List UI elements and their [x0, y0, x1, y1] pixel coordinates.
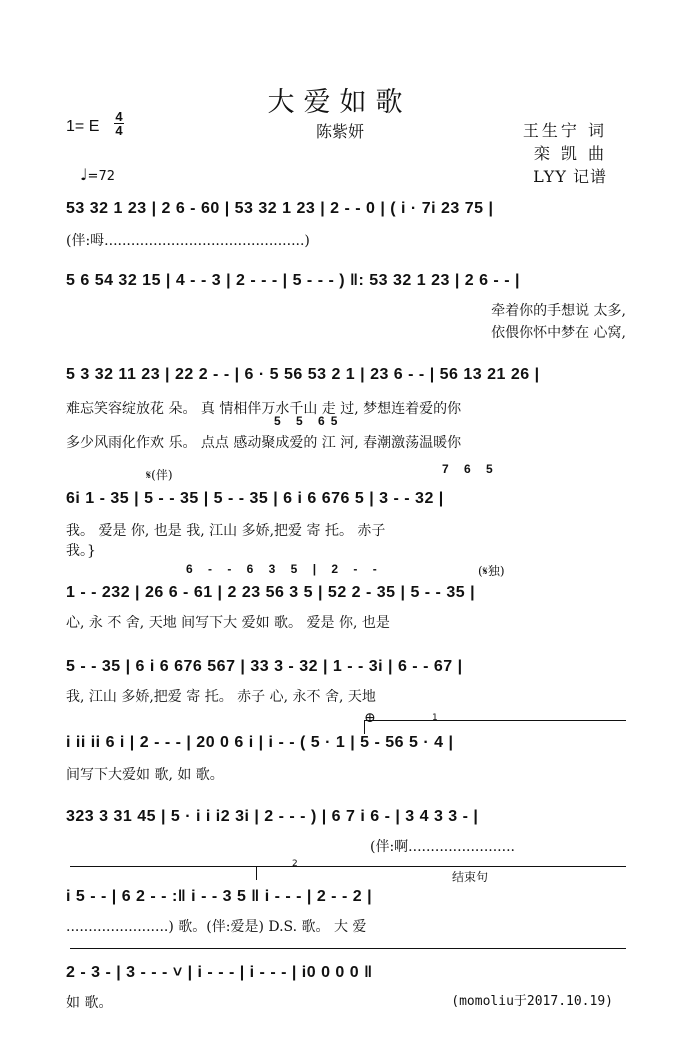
- volta-1-bracket: [364, 720, 626, 721]
- transcriber: LYY 记谱: [533, 167, 607, 186]
- coda-icon: ⊕: [364, 710, 376, 726]
- lyric-line-3a: 难忘笑容绽放花 朵。 真 情相伴万水千山 走 过, 梦想连着爱的你: [66, 401, 462, 417]
- lyric-line-2b: 依偎你怀中梦在 心窝,: [491, 325, 626, 341]
- volta-2-number: 2: [292, 859, 298, 869]
- key-signature: 1= E: [66, 118, 100, 135]
- tempo-marking: [80, 165, 115, 184]
- segno-solo-mark: (𝄋独): [478, 564, 505, 578]
- lyricist: 王生宁 词: [522, 121, 607, 140]
- song-title: 大爱如歌: [267, 87, 412, 118]
- lyric-line-8: (伴:啊........................: [370, 839, 515, 855]
- time-signature-bottom: 4: [115, 123, 123, 138]
- music-line-3: 5 3 32 11 23 | 22 2 - - | 6 · 5 56 53 2 1 | 23 6 - - | 56 13 21 26 |: [66, 366, 540, 383]
- lyric-line-10: 如 歌。: [66, 995, 113, 1011]
- lyric-line-2a: 牵着你的手想说 太多,: [491, 303, 626, 319]
- volta-2-bracket-start: [256, 866, 257, 880]
- alt-notes-line-4: 7 6 5: [442, 462, 499, 476]
- lyric-line-5: 心, 永 不 舍, 天地 间写下大 爱如 歌。 爱是 你, 也是: [66, 615, 390, 631]
- lyric-line-7: 间写下大爱如 歌, 如 歌。: [66, 767, 224, 783]
- segno-accompaniment-mark: 𝄋(伴): [146, 468, 173, 482]
- time-signature-top: 4: [115, 109, 123, 124]
- coda-label: 结束句: [452, 870, 489, 884]
- tempo-value: =72: [87, 169, 115, 184]
- music-line-1: 53 32 1 23 | 2 6 - 60 | 53 32 1 23 | 2 - - 0 | ( i · 7i 23 75 |: [66, 200, 494, 217]
- music-line-9: i 5 - - | 6 2 - - :‖ i - - 3 5 ‖ i - - - | 2 - - 2 |: [66, 888, 373, 905]
- lyric-line-3b: 多少风雨化作欢 乐。 点点 感动聚成爱的 江 河, 春潮激荡温暖你: [66, 435, 462, 451]
- music-line-6: 5 - - 35 | 6 i 6 676 567 | 33 3 - 32 | 1 - - 3i | 6 - - 67 |: [66, 658, 463, 675]
- time-signature: [114, 110, 124, 137]
- alt-notes-line-3: 5 5 65: [274, 414, 344, 428]
- alt-notes-line-5: 6 - - 6 3 5 | 2 - -: [186, 562, 383, 576]
- transcriber-signature: (momoliu于2017.10.19): [451, 994, 613, 1009]
- volta-2-bracket: [70, 866, 626, 867]
- music-line-4: 6i 1 - 35 | 5 - - 35 | 5 - - 35 | 6 i 6 676 5 | 3 - - 32 |: [66, 490, 444, 507]
- tie-line-10: [70, 948, 626, 949]
- lyric-line-9: .......................) 歌。(伴:爱是) D.S. 歌。 大 爱: [66, 919, 367, 935]
- composer: 栾 凯 曲: [533, 144, 607, 163]
- music-line-10: 2 - 3 - | 3 - - - ˅ | i - - - | i - - - | i0 0 0 0 ‖: [66, 964, 373, 981]
- music-line-5: 1 - - 232 | 26 6 - 61 | 2 23 56 3 5 | 52 2 - 35 | 5 - - 35 |: [66, 584, 476, 601]
- volta-1-number: 1: [432, 713, 438, 723]
- lyric-line-1: (伴:呣.............................................): [66, 233, 310, 249]
- lyric-line-6: 我, 江山 多娇,把爱 寄 托。 赤子 心, 永不 舍, 天地: [66, 689, 376, 705]
- quarter-note-icon: ♩: [80, 165, 88, 184]
- music-line-2: 5 6 54 32 15 | 4 - - 3 | 2 - - - | 5 - - - ) ‖: 53 32 1 23 | 2 6 - - |: [66, 272, 520, 289]
- lyric-line-4a: 我。 爱是 你, 也是 我, 江山 多娇,把爱 寄 托。 赤子: [66, 523, 386, 539]
- singer: 陈紫妍: [316, 122, 365, 141]
- music-line-8: 323 3 31 45 | 5 · i i i2 3i | 2 - - - ) | 6 7 i 6 - | 3 4 3 3 - |: [66, 808, 479, 825]
- lyric-line-4b: 我。}: [66, 543, 96, 559]
- music-line-7: i ii ii 6 i | 2 - - - | 20 0 6 i | i - - ( 5 · 1 | 5 - 56 5 · 4 |: [66, 734, 454, 751]
